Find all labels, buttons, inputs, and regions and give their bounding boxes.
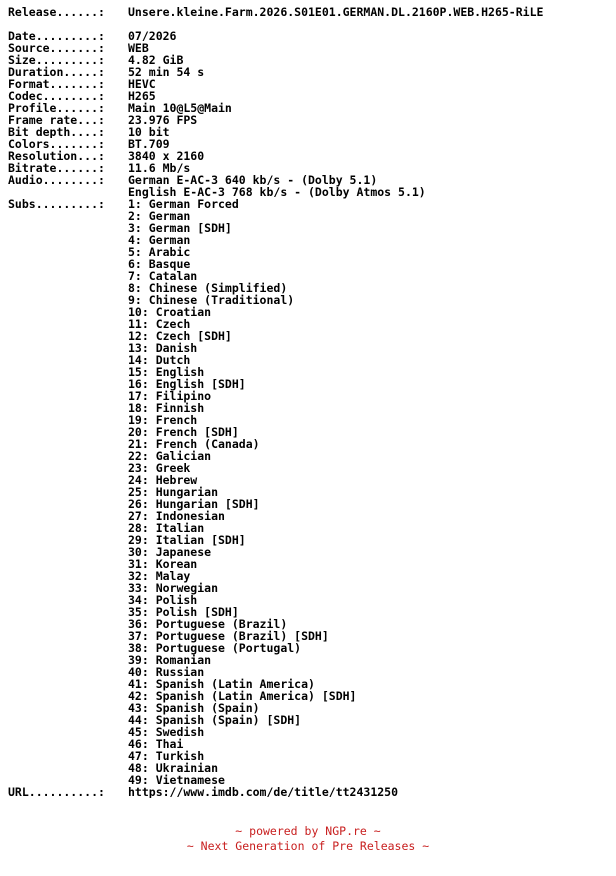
subs-line (8, 330, 612, 342)
subs-line (8, 654, 612, 666)
subtitle-item: 28: Italian (128, 521, 205, 535)
subtitle-item: 41: Spanish (Latin America) (128, 677, 315, 691)
field-label: Date.........: (8, 30, 105, 42)
duration-line (8, 66, 612, 78)
indent (8, 726, 128, 738)
indent (8, 330, 128, 342)
field-label: Codec........: (8, 90, 105, 102)
date-line (8, 30, 612, 42)
frame-rate-line (8, 114, 612, 126)
release-value: Unsere.kleine.Farm.2026.S01E01.GERMAN.DL.2160P.WEB.H265-RiLE (128, 6, 544, 19)
subs-line (8, 558, 612, 570)
indent (8, 594, 128, 606)
indent (8, 606, 128, 618)
subs-line (8, 306, 612, 318)
indent (8, 462, 128, 474)
subtitle-item: 47: Turkish (128, 749, 205, 763)
field-label: Duration.....: (8, 66, 105, 78)
frame-rate-value: 23.976 FPS (128, 113, 198, 127)
subtitle-item: 33: Norwegian (128, 581, 219, 595)
subtitle-item: 30: Japanese (128, 545, 212, 559)
bit-depth-line (8, 126, 612, 138)
subs-line (8, 630, 612, 642)
subtitle-item: 4: German (128, 233, 191, 247)
subtitle-item: 7: Catalan (128, 269, 198, 283)
subtitle-item: 10: Croatian (128, 305, 212, 319)
indent (8, 306, 128, 318)
indent (8, 474, 128, 486)
source-line (8, 42, 612, 54)
subs-line (8, 702, 612, 714)
subs-line (8, 534, 612, 546)
subtitle-item: 39: Romanian (128, 653, 212, 667)
indent (8, 258, 128, 270)
release-label: Release......: (8, 6, 105, 18)
bitrate-value: 11.6 Mb/s (128, 161, 191, 175)
url-label: URL..........: (8, 786, 105, 798)
subs-label: Subs.........: (8, 198, 105, 210)
indent (8, 282, 128, 294)
subs-line (8, 498, 612, 510)
subtitle-item: 23: Greek (128, 461, 191, 475)
indent (8, 702, 128, 714)
field-label: Format.......: (8, 78, 105, 90)
subtitle-item: 17: Filipino (128, 389, 212, 403)
indent (8, 366, 128, 378)
subtitle-item: 11: Czech (128, 317, 191, 331)
indent (8, 630, 128, 642)
subtitle-item: 24: Hebrew (128, 473, 198, 487)
subs-line (8, 414, 612, 426)
subtitle-item: 15: English (128, 365, 205, 379)
subtitle-item: 29: Italian [SDH] (128, 533, 246, 547)
indent (8, 186, 128, 198)
subtitle-item: 22: Galician (128, 449, 212, 463)
subtitle-item: 49: Vietnamese (128, 773, 225, 787)
audio-label: Audio........: (8, 174, 105, 186)
subs-line (8, 378, 612, 390)
subtitle-item: 38: Portuguese (Portugal) (128, 641, 302, 655)
subs-line (8, 246, 612, 258)
subs-line (8, 438, 612, 450)
indent (8, 486, 128, 498)
profile-value: Main 10@L5@Main (128, 101, 232, 115)
subs-line (8, 474, 612, 486)
subs-line (8, 198, 612, 210)
subtitle-item: 20: French [SDH] (128, 425, 239, 439)
format-value: HEVC (128, 77, 156, 91)
subtitle-item: 45: Swedish (128, 725, 205, 739)
subtitle-item: 18: Finnish (128, 401, 205, 415)
indent (8, 654, 128, 666)
indent (8, 762, 128, 774)
subs-line (8, 342, 612, 354)
duration-value: 52 min 54 s (128, 65, 205, 79)
profile-line (8, 102, 612, 114)
subtitle-item: 42: Spanish (Latin America) [SDH] (128, 689, 357, 703)
subs-line (8, 318, 612, 330)
subs-line (8, 582, 612, 594)
subtitle-item: 6: Basque (128, 257, 191, 271)
subtitle-item: 37: Portuguese (Brazil) [SDH] (128, 629, 329, 643)
subtitle-item: 5: Arabic (128, 245, 191, 259)
release-line (8, 6, 612, 18)
subs-line (8, 258, 612, 270)
indent (8, 558, 128, 570)
subs-line (8, 486, 612, 498)
subtitle-item: 9: Chinese (Traditional) (128, 293, 295, 307)
spacer (8, 18, 612, 30)
subtitle-item: 31: Korean (128, 557, 198, 571)
colors-line (8, 138, 612, 150)
indent (8, 510, 128, 522)
indent (8, 666, 128, 678)
indent (8, 390, 128, 402)
subtitle-item: 21: French (Canada) (128, 437, 260, 451)
indent (8, 750, 128, 762)
indent (8, 522, 128, 534)
field-label: Resolution...: (8, 150, 105, 162)
footer-tagline: ~ Next Generation of Pre Releases ~ (186, 839, 430, 853)
indent (8, 618, 128, 630)
subs-line (8, 282, 612, 294)
subtitle-item: 36: Portuguese (Brazil) (128, 617, 288, 631)
indent (8, 534, 128, 546)
subs-line (8, 222, 612, 234)
codec-line (8, 90, 612, 102)
imdb-link[interactable]: https://www.imdb.com/de/title/tt2431250 (128, 785, 399, 798)
subtitle-item: 35: Polish [SDH] (128, 605, 239, 619)
subs-line (8, 402, 612, 414)
subs-line (8, 210, 612, 222)
resolution-value: 3840 x 2160 (128, 149, 205, 163)
subtitle-item: 34: Polish (128, 593, 198, 607)
indent (8, 438, 128, 450)
subtitle-item: 14: Dutch (128, 353, 191, 367)
subs-line (8, 294, 612, 306)
subs-line (8, 714, 612, 726)
indent (8, 714, 128, 726)
footer-powered-by: ~ powered by NGP.re ~ (235, 824, 381, 838)
codec-value: H265 (128, 89, 156, 103)
subs-line (8, 450, 612, 462)
subtitle-item: 32: Malay (128, 569, 191, 583)
subs-line (8, 750, 612, 762)
subs-line (8, 546, 612, 558)
indent (8, 402, 128, 414)
indent (8, 546, 128, 558)
subtitle-item: 19: French (128, 413, 198, 427)
indent (8, 354, 128, 366)
subs-line (8, 594, 612, 606)
field-label: Bitrate......: (8, 162, 105, 174)
indent (8, 222, 128, 234)
subtitle-item: 25: Hungarian (128, 485, 219, 499)
indent (8, 342, 128, 354)
subs-line (8, 510, 612, 522)
subtitle-item: 8: Chinese (Simplified) (128, 281, 288, 295)
indent (8, 210, 128, 222)
indent (8, 234, 128, 246)
indent (8, 642, 128, 654)
indent (8, 570, 128, 582)
field-label: Colors.......: (8, 138, 105, 150)
subtitle-item: 12: Czech [SDH] (128, 329, 232, 343)
audio-line (8, 186, 612, 198)
indent (8, 774, 128, 786)
colors-value: BT.709 (128, 137, 170, 151)
subtitle-item: 1: German Forced (128, 197, 239, 211)
field-label: Frame rate...: (8, 114, 105, 126)
size-line (8, 54, 612, 66)
indent (8, 294, 128, 306)
subs-line (8, 234, 612, 246)
subtitle-item: 40: Russian (128, 665, 205, 679)
subs-line (8, 738, 612, 750)
subs-line (8, 390, 612, 402)
indent (8, 498, 128, 510)
subtitle-item: 16: English [SDH] (128, 377, 246, 391)
bit-depth-value: 10 bit (128, 125, 170, 139)
indent (8, 690, 128, 702)
indent (8, 678, 128, 690)
audio-track: English E-AC-3 768 kb/s - (Dolby Atmos 5.1) (128, 185, 426, 199)
size-value: 4.82 GiB (128, 53, 184, 67)
indent (8, 270, 128, 282)
date-value: 07/2026 (128, 29, 177, 43)
field-label: Profile......: (8, 102, 105, 114)
subtitle-item: 26: Hungarian [SDH] (128, 497, 260, 511)
footer (0, 824, 616, 854)
subtitle-item: 48: Ukrainian (128, 761, 219, 775)
source-value: WEB (128, 41, 149, 55)
subtitle-item: 13: Danish (128, 341, 198, 355)
indent (8, 582, 128, 594)
indent (8, 246, 128, 258)
subs-line (8, 570, 612, 582)
subs-line (8, 366, 612, 378)
format-line (8, 78, 612, 90)
field-label: Size.........: (8, 54, 105, 66)
nfo-text-block (8, 6, 612, 798)
subtitle-item: 43: Spanish (Spain) (128, 701, 260, 715)
subs-line (8, 762, 612, 774)
field-label: Bit depth....: (8, 126, 105, 138)
resolution-line (8, 150, 612, 162)
subtitle-item: 27: Indonesian (128, 509, 225, 523)
subs-line (8, 606, 612, 618)
field-label: Source.......: (8, 42, 105, 54)
subtitle-item: 44: Spanish (Spain) [SDH] (128, 713, 302, 727)
subs-line (8, 726, 612, 738)
subtitle-item: 2: German (128, 209, 191, 223)
url-line (8, 786, 612, 798)
subs-line (8, 690, 612, 702)
indent (8, 738, 128, 750)
indent (8, 426, 128, 438)
audio-track: German E-AC-3 640 kb/s - (Dolby 5.1) (128, 173, 378, 187)
indent (8, 414, 128, 426)
subs-line (8, 642, 612, 654)
subs-line (8, 522, 612, 534)
subs-line (8, 462, 612, 474)
subtitle-item: 3: German [SDH] (128, 221, 232, 235)
subs-line (8, 354, 612, 366)
subtitle-item: 46: Thai (128, 737, 184, 751)
indent (8, 450, 128, 462)
subs-line (8, 270, 612, 282)
indent (8, 318, 128, 330)
indent (8, 378, 128, 390)
subs-line (8, 426, 612, 438)
